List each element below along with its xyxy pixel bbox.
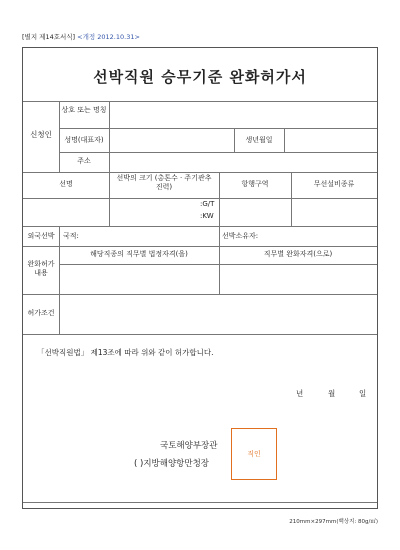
representative-field[interactable] bbox=[109, 129, 234, 152]
date-day-label: 일 bbox=[359, 389, 367, 398]
conditions-label: 허가조건 bbox=[27, 309, 55, 317]
issuer-minister: 국토해양부장관 bbox=[160, 441, 218, 451]
kilowatt-unit: :KW bbox=[200, 212, 214, 220]
form-number: [별지 제14호서식] bbox=[22, 33, 76, 41]
permit-statement: 「선박직원법」 제13조에 따라 위와 같이 허가합니다. bbox=[37, 348, 214, 357]
date-month-label: 월 bbox=[328, 389, 336, 398]
radio-equipment-label: 무선설비종류 bbox=[313, 180, 355, 188]
form-title: 선박직원 승무기준 완화허가서 bbox=[93, 68, 307, 86]
route-label: 항행구역 bbox=[241, 180, 269, 188]
representative-label: 성명(대표자) bbox=[64, 136, 104, 144]
address-field[interactable] bbox=[109, 153, 377, 172]
official-seal-label: 직인 bbox=[247, 450, 261, 458]
official-seal-box bbox=[231, 428, 277, 480]
nationality-label: 국적: bbox=[63, 232, 79, 240]
applicant-section-label: 신청인 bbox=[30, 130, 52, 139]
foreign-vessel-label: 외국선박 bbox=[27, 232, 55, 240]
company-field[interactable] bbox=[109, 102, 377, 128]
relief-content-label: 완화허가 내용 bbox=[27, 260, 55, 278]
vessel-owner-label: 선박소유자: bbox=[222, 232, 259, 240]
form-header bbox=[22, 32, 140, 41]
permit-form bbox=[22, 47, 378, 509]
address-label: 주소 bbox=[77, 157, 91, 165]
conditions-field[interactable] bbox=[59, 295, 377, 334]
vessel-size-label: 선박의 크기 (총톤수 · 주기관추진력) bbox=[116, 174, 212, 192]
statutory-qualification-field[interactable] bbox=[59, 265, 219, 294]
gross-tonnage-unit: :G/T bbox=[200, 200, 215, 208]
route-field[interactable] bbox=[219, 199, 291, 226]
issuer-regional-office: ( )지방해양항만청장 bbox=[134, 459, 210, 469]
relaxed-qualification-field[interactable] bbox=[219, 265, 377, 294]
revision-date: <개정 2012.10.31> bbox=[77, 33, 140, 41]
relaxed-qualification-label: 직무별 완화자격(으로) bbox=[263, 250, 333, 258]
statutory-qualification-label: 해당직종의 직무별 법정자격(을) bbox=[90, 250, 188, 258]
birthdate-label: 생년월일 bbox=[245, 136, 273, 144]
birthdate-field[interactable] bbox=[284, 129, 377, 152]
date-year-label: 년 bbox=[296, 389, 304, 398]
radio-equipment-field[interactable] bbox=[291, 199, 377, 226]
vessel-name-label: 선명 bbox=[59, 180, 73, 188]
paper-spec: 210mm×297mm(백상지: 80g/㎡) bbox=[289, 519, 378, 525]
vessel-name-field[interactable] bbox=[23, 199, 109, 226]
company-label: 상호 또는 명칭 bbox=[61, 106, 107, 114]
